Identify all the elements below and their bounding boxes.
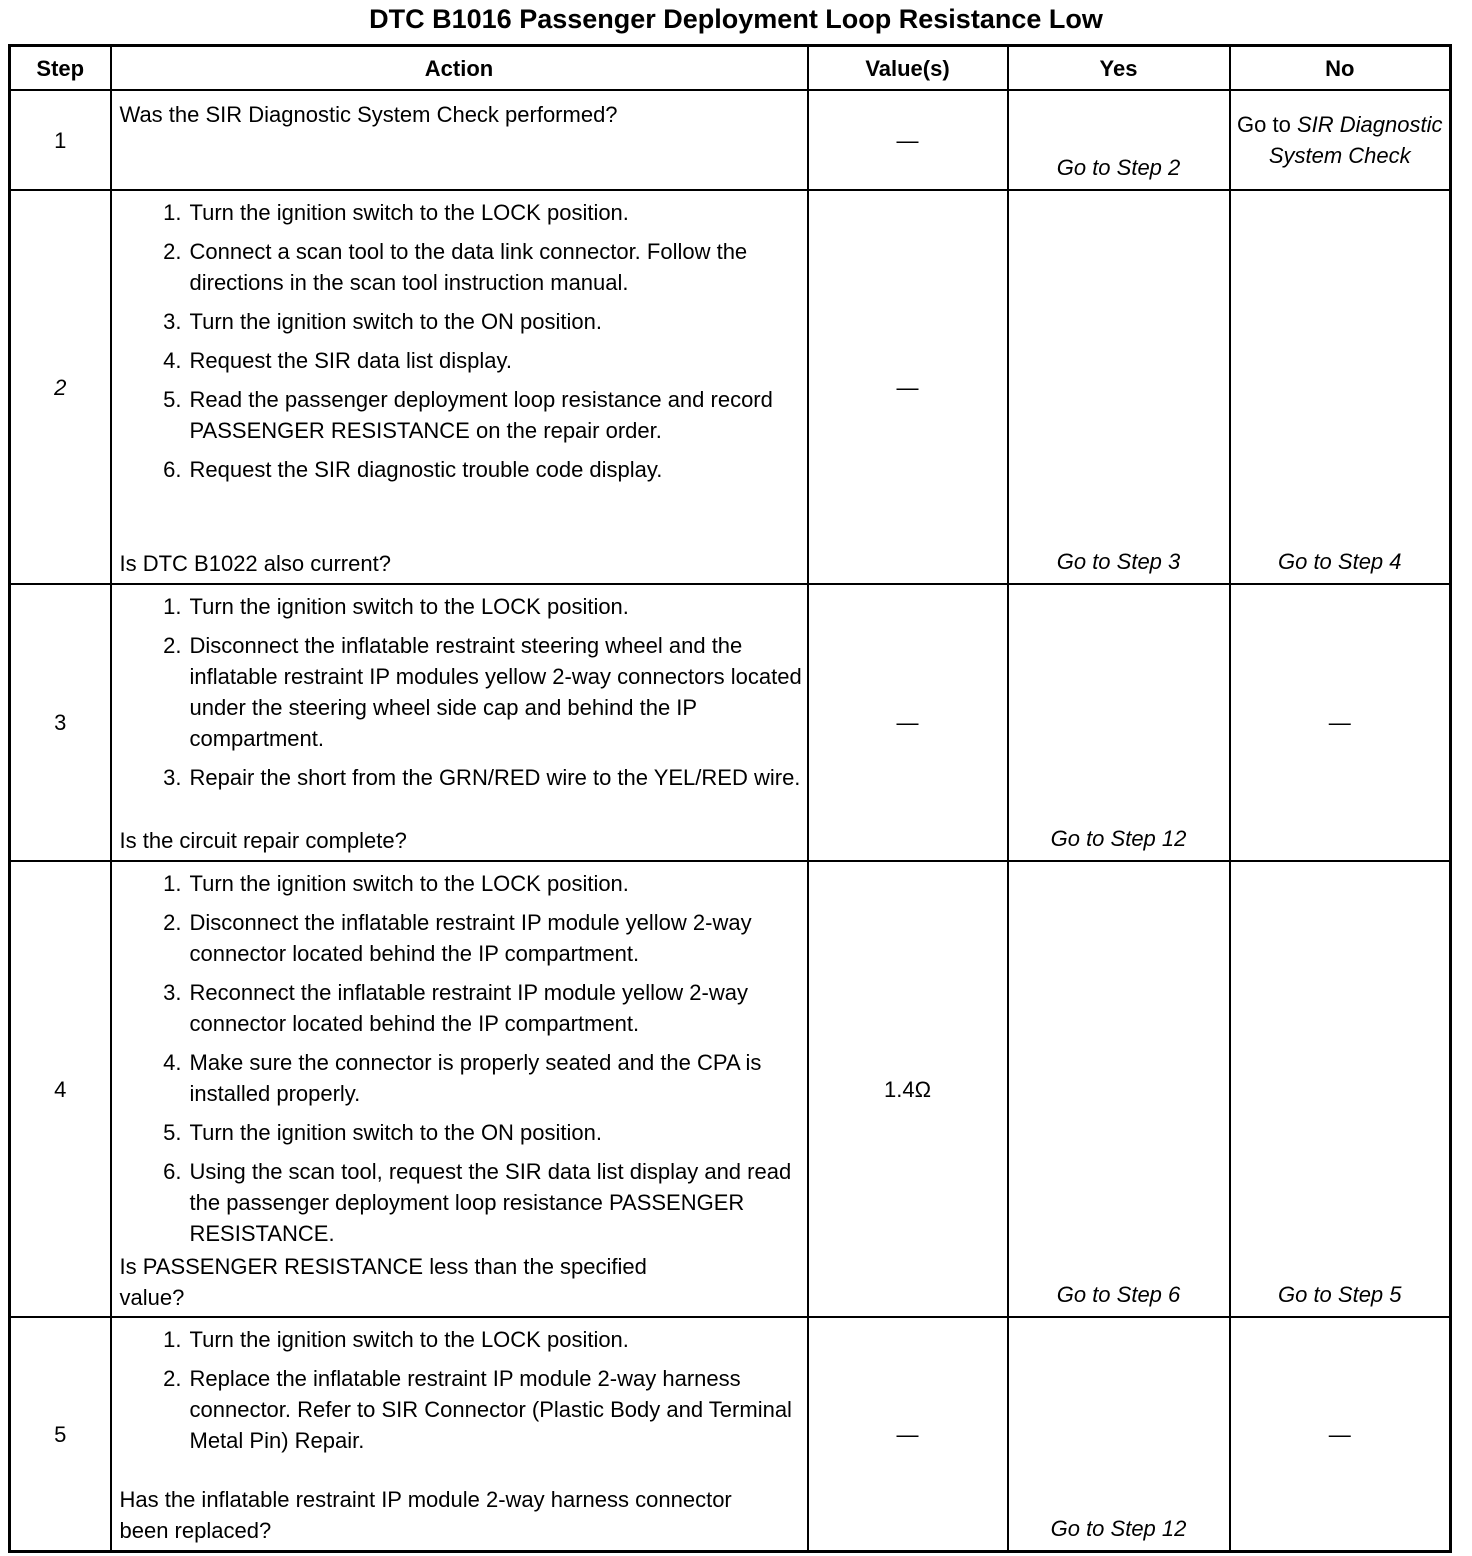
yes-cell: Go to Step 12 xyxy=(1008,584,1230,861)
header-action: Action xyxy=(111,46,808,91)
value-cell: — xyxy=(808,584,1008,861)
list-item: 2. Disconnect the inflatable restraint steering wheel and the inflatable restraint IP modules yellow 2-way connectors located under the steering wheel side cap and behind the IP compartment. xyxy=(163,633,802,751)
list-item: 2. Replace the inflatable restraint IP module 2-way harness connector. Refer to SIR Connector (Plastic Body and Terminal Metal Pin) Repair. xyxy=(163,1366,792,1453)
no-reference: SIR Diagnostic System Check xyxy=(1268,112,1443,168)
step-label: 2 xyxy=(54,374,67,400)
value-cell: — xyxy=(808,190,1008,584)
no-cell: — xyxy=(1230,1317,1451,1552)
header-value: Value(s) xyxy=(808,46,1008,91)
step-number xyxy=(10,861,111,1317)
list-item: 4. Make sure the connector is properly seated and the CPA is installed properly. xyxy=(163,1050,762,1106)
action-question: Has the inflatable restraint IP module 2-way harness connector been replaced? xyxy=(119,1487,732,1543)
table-row xyxy=(10,190,1451,584)
action-cell xyxy=(111,190,808,584)
table-row xyxy=(10,90,1451,190)
list-item: 5. Read the passenger deployment loop resistance and record PASSENGER RESISTANCE on the repair order. xyxy=(163,387,773,443)
step-label: 4 xyxy=(54,1076,67,1102)
list-item: 1. Turn the ignition switch to the LOCK position. xyxy=(163,200,629,225)
list-item: 2. Connect a scan tool to the data link connector. Follow the directions in the scan tool instruction manual. xyxy=(163,239,748,295)
header-step: Step xyxy=(10,46,111,91)
action-cell xyxy=(111,1317,808,1552)
no-cell: Go to Step 5 xyxy=(1230,861,1451,1317)
step-label: 5 xyxy=(54,1421,67,1447)
step-label: 3 xyxy=(54,710,67,735)
no-cell xyxy=(1230,90,1451,190)
action-question: Is the circuit repair complete? xyxy=(119,828,407,853)
step-label: 1 xyxy=(54,127,67,153)
list-item: 3. Reconnect the inflatable restraint IP module yellow 2-way connector located behind the IP compartment. xyxy=(163,980,748,1036)
no-prefix: Go to xyxy=(1237,112,1291,137)
value-cell: 1.4Ω xyxy=(808,861,1008,1317)
action-cell xyxy=(111,584,808,861)
action-list xyxy=(120,1324,803,1456)
table-row xyxy=(10,861,1451,1317)
page-title: DTC B1016 Passenger Deployment Loop Resistance Low xyxy=(369,4,1103,34)
yes-cell: Go to Step 12 xyxy=(1008,1317,1230,1552)
no-cell: — xyxy=(1230,584,1451,861)
value-cell: — xyxy=(808,1317,1008,1552)
list-item: 3. Repair the short from the GRN/RED wire to the YEL/RED wire. xyxy=(163,765,801,790)
header-row xyxy=(10,46,1451,91)
header-no: No xyxy=(1230,46,1451,91)
yes-cell: Go to Step 3 xyxy=(1008,190,1230,584)
list-item: 3. Turn the ignition switch to the ON position. xyxy=(163,309,602,334)
list-item: 6. Request the SIR diagnostic trouble code display. xyxy=(163,457,663,482)
action-cell xyxy=(111,90,808,190)
action-question: Was the SIR Diagnostic System Check performed? xyxy=(119,102,618,127)
action-question: Is PASSENGER RESISTANCE less than the specified value? xyxy=(119,1254,647,1310)
list-item: 2. Disconnect the inflatable restraint IP module yellow 2-way connector located behind the IP compartment. xyxy=(163,910,752,966)
action-cell xyxy=(111,861,808,1317)
step-number xyxy=(10,1317,111,1552)
list-item: 1. Turn the ignition switch to the LOCK position. xyxy=(163,871,629,896)
step-number xyxy=(10,190,111,584)
table-row xyxy=(10,584,1451,861)
yes-cell: Go to Step 2 xyxy=(1008,90,1230,190)
no-cell: Go to Step 4 xyxy=(1230,190,1451,584)
header-yes: Yes xyxy=(1008,46,1230,91)
yes-cell: Go to Step 6 xyxy=(1008,861,1230,1317)
action-list xyxy=(120,868,803,1249)
value-cell: — xyxy=(808,90,1008,190)
table-row xyxy=(10,1317,1451,1552)
diagnostic-table xyxy=(8,44,1452,1553)
action-question: Is DTC B1022 also current? xyxy=(119,551,391,576)
action-list xyxy=(120,591,803,793)
step-number xyxy=(10,90,111,190)
list-item: 1. Turn the ignition switch to the LOCK position. xyxy=(163,1327,629,1352)
list-item: 5. Turn the ignition switch to the ON position. xyxy=(163,1120,602,1145)
list-item: 4. Request the SIR data list display. xyxy=(163,348,512,373)
action-list xyxy=(120,197,803,485)
step-number xyxy=(10,584,111,861)
list-item: 1. Turn the ignition switch to the LOCK position. xyxy=(163,594,629,619)
list-item: 6. Using the scan tool, request the SIR data list display and read the passenger deployment loop resistance PASSENGER RESISTANCE. xyxy=(163,1159,792,1246)
